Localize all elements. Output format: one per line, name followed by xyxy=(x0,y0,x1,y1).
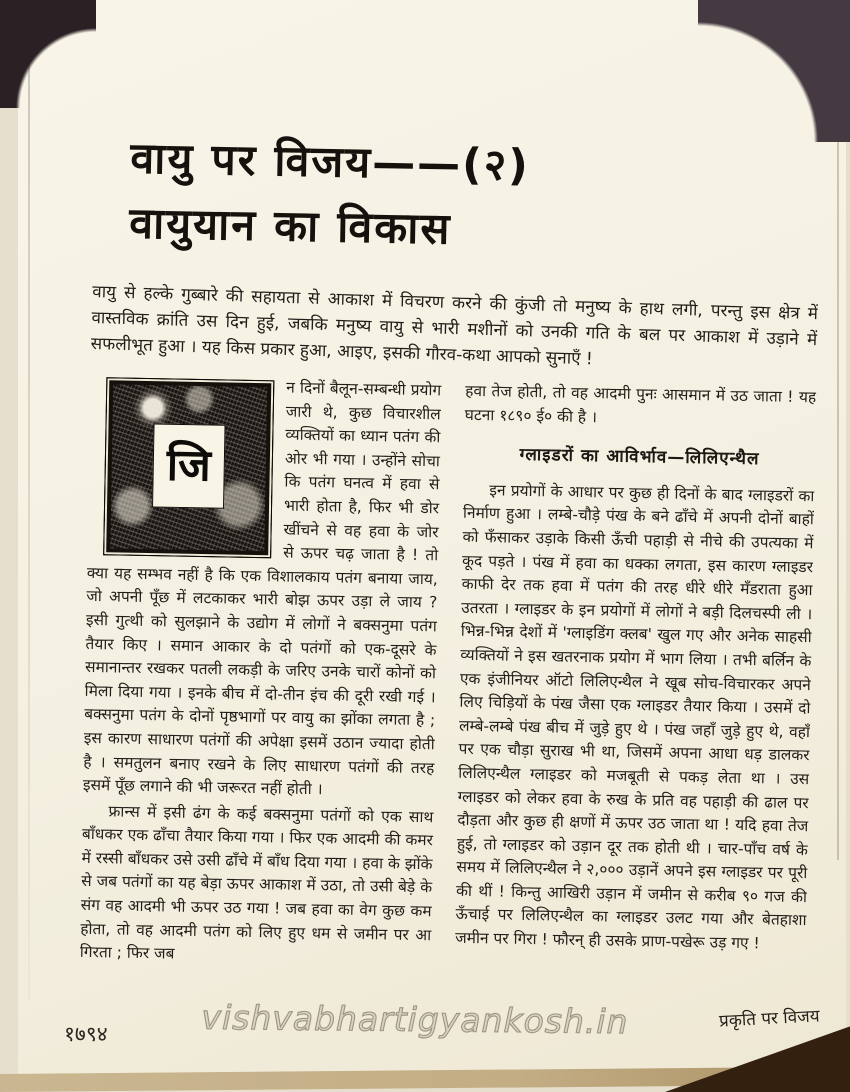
page-crease-line xyxy=(28,40,30,1000)
right-column-paragraph-1: हवा तेज होती, तो वह आदमी पुनः आसमान में उठ जाता ! यह घटना १८९० ई० की है । xyxy=(464,381,817,426)
site-watermark: vishvabhartigyankosh.in xyxy=(201,997,629,1042)
drop-cap-box xyxy=(152,423,226,508)
section-heading: ग्लाइडरों का आविर्भाव—लिलिएन्थैल xyxy=(519,445,760,470)
background-corner-top-right xyxy=(698,0,850,142)
woodcut-illustration xyxy=(103,377,274,558)
right-column-paragraph-2: इन प्रयोगों के आधार पर कुछ ही दिनों के बाद ग्लाइडरों का निर्माण हुआ । लम्बे-चौड़े पंख के बने ढाँचे में अपनी दोनों बाहों को फँसाकर उड़ाके किसी ऊँची पहाड़ी से नीचे की उपत्यका में कूद पड़ते । पंख में हवा का धक्का लगता, इस कारण ग्लाइडर काफी देर तक हवा में पतंग की तरह धीरे धीरे मँडराता हुआ उतरता । ग्लाइडर के इन प्रयोगों में लोगों ने बड़ी दिलचस्पी ली । भिन्न-भिन्न देशों में 'ग्लाइडिंग क्लब' खुल गए और अनेक साहसी व्यक्तियों ने इस खतरनाक प्रयोग में भाग लिया । तभी बर्लिन के एक इंजीनियर ऑटो लिलिएन्थैल ने खूब सोच-विचारकर अपने लिए चिड़ियों के पंख जैसा एक ग्लाइडर तैयार किया । उसमें दो लम्बे-लम्बे पंख बीच में जुड़े हुए थे । पंख जहाँ जुड़े हुए थे, वहाँ पर एक चौड़ा सुराख भी था, जिसमें अपना आधा धड़ डालकर लिलिएन्थैल ग्लाइडर को मजबूती से पकड़ लेता था । उस ग्लाइडर को लेकर हवा के रुख के प्रति वह पहाड़ी की ढाल पर दौड़ता और कुछ ही क्षणों में ऊपर उठ जाता था ! यदि हवा तेज हुई, तो ग्लाइडर को उड़ान दूर तक होती थी । चार-पाँच वर्ष के समय में लिलिएन्थैल ने २,००० उड़ानें अपने इस ग्लाइडर पर पूरी की थीं ! किन्तु आखिरी उड़ान में जमीन से करीब ९० गज की ऊँचाई पर लिलिएन्थैल का ग्लाइडर उलट गया और बेतहाशा जमीन पर गिरा ! फौरन् ही उसके प्राण-पखेरू उड़ गए ! xyxy=(455,481,815,953)
two-column-text xyxy=(79,373,817,1029)
right-column xyxy=(453,380,817,1029)
page-number: १७९४ xyxy=(64,1022,108,1046)
page-edge-line xyxy=(837,140,839,860)
left-column xyxy=(79,373,442,1029)
binding-shadow-top-left xyxy=(0,0,96,108)
page-title-line1: वायु पर विजय——(२) xyxy=(129,133,531,191)
intro-paragraph: वायु से हल्के गुब्बारे की सहायता से आकाश में विचरण करने की कुंजी तो मनुष्य के हाथ लगी, परन्तु इस क्षेत्र में वास्तविक क्रांति उस दिन हुई, जबकि मनुष्य वायु से भारी मशीनों को उनकी गति के बल पर आकाश में उड़ाने में सफलीभूत हुआ । यह किस प्रकार हुआ, आइए, इसकी गौरव-कथा आपको सुनाएँ ! xyxy=(90,281,819,370)
page-content xyxy=(79,126,821,1032)
book-page xyxy=(18,0,846,1076)
drop-cap-letter: जि xyxy=(166,439,212,492)
left-column-paragraph-2: फ्रान्स में इसी ढंग के कई बक्सनुमा पतंगों को एक साथ बाँधकर एक ढाँचा तैयार किया गया । फिर एक आदमी की कमर में रस्सी बाँधकर उसे उसी ढाँचे में बाँध दिया गया । हवा के झोंके से जब पतंगों का यह बेड़ा ऊपर आकाश में उठा, तो उसी बेड़े के संग वह आदमी भी ऊपर उठ गया ! जब हवा का वेग कुछ कम होता, तो वह आदमी पतंग को लिए हुए धम से जमीन पर आ गिरता ; फिर जब xyxy=(79,802,434,963)
page-title-line2: वायुयान का विकास xyxy=(128,198,452,255)
page-title xyxy=(129,127,821,269)
running-title: प्रकृति पर विजय xyxy=(719,1006,821,1032)
left-column-paragraph-1: न दिनों बैलून-सम्बन्धी प्रयोग जारी थे, कुछ विचारशील व्यक्तियों का ध्यान पतंग की ओर भी गया । उन्होंने सोचा कि पतंग घनत्व में हवा से भारी होता है, फिर भी डोर खींचने से वह हवा के जोर से ऊपर चढ़ जाता है ! तो क्या यह सम्भव नहीं है कि एक विशालकाय पतंग बनाया जाय, जो अपनी पूँछ में लटकाकर भारी बोझ ऊपर उड़ा ले जाय ? इसी गुत्थी को सुलझाने के उद्योग में लोगों ने बक्सनुमा पतंग तैयार किए । समान आकार के दो पतंगों को एक-दूसरे के समानान्तर रखकर पतली लकड़ी के जरिए उनके चारों कोनों को मिला दिया गया । इनके बीच में दो-तीन इंच की दूरी रखी गई । बक्सनुमा पतंग के दोनों पृष्ठभागों पर वायु का झोंका लगता है ; इस कारण साधारण पतंगों की अपेक्षा इसमें उठान ज्यादा होती है । समतुलन बनाए रखने के लिए साधारण पतंगों की तरह इसमें पूँछ लगाने की भी जरूरत नहीं होती । xyxy=(82,378,442,799)
